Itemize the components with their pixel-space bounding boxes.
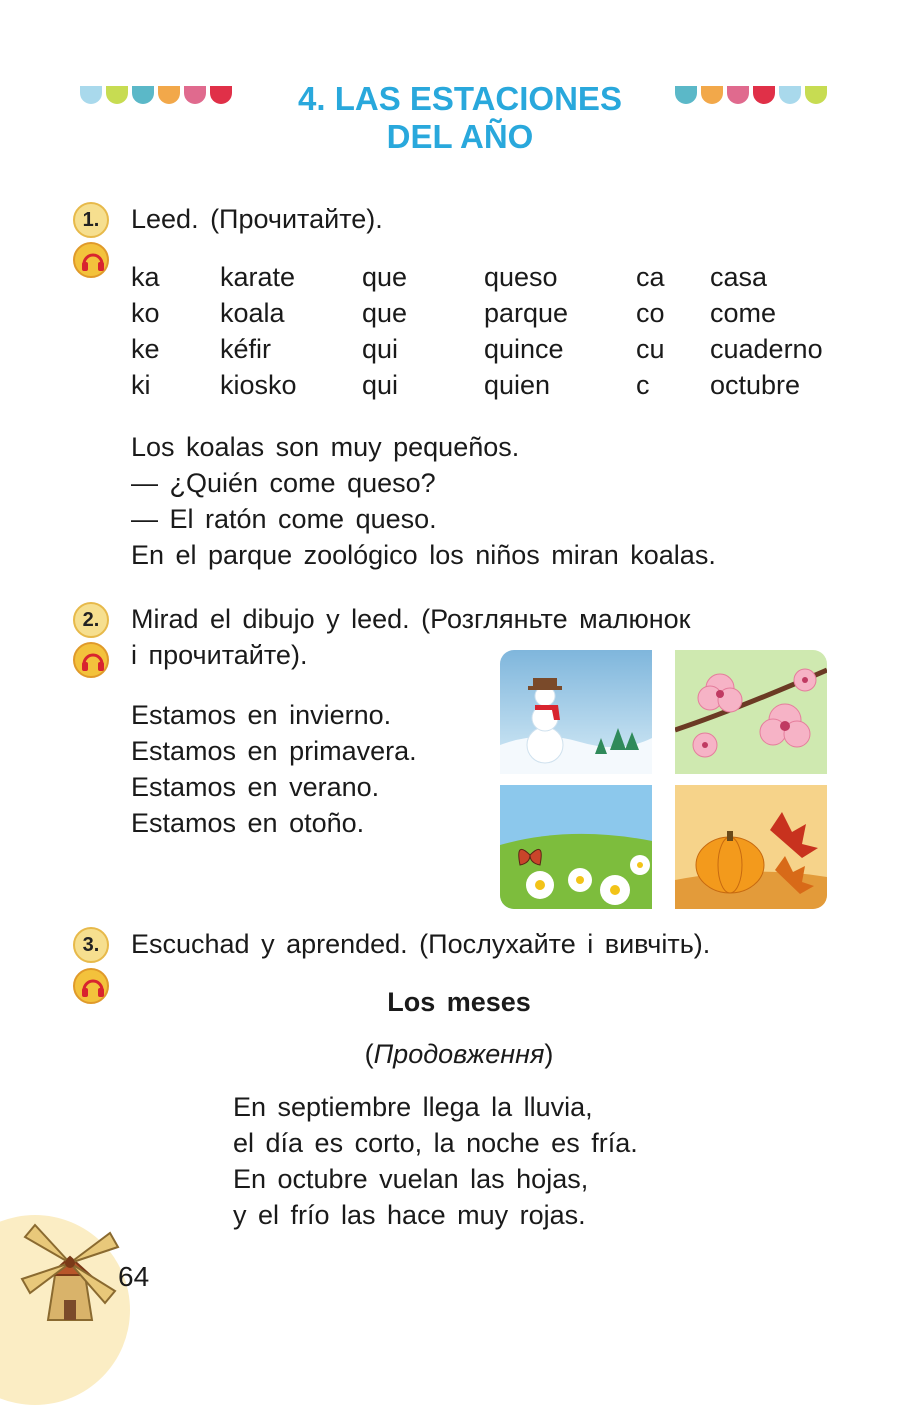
- syllable-cell: quince: [484, 334, 564, 364]
- instruction-line: і прочитайте).: [131, 640, 308, 670]
- poem-subtitle-paren-close: ): [544, 1039, 554, 1069]
- sentence: — ¿Quién come queso?: [131, 468, 436, 498]
- sentence: Los koalas son muy pequeños.: [131, 432, 520, 462]
- syllable-table: [131, 259, 851, 403]
- page-title-line2: DEL AÑO: [386, 118, 534, 155]
- exercise-3-badge: 3.: [73, 927, 109, 963]
- header-dot: [158, 86, 180, 104]
- syllable-cell: karate: [220, 262, 296, 292]
- syllable-cell: ki: [131, 370, 151, 400]
- header-dot: [106, 86, 128, 104]
- syllable-cell: qui: [362, 334, 399, 364]
- winter-picture: [500, 650, 652, 774]
- sentence: Estamos en otoño.: [131, 808, 365, 838]
- header-dot: [210, 86, 232, 104]
- header-dot: [701, 86, 723, 104]
- syllable-cell: koala: [220, 298, 285, 328]
- syllable-cell: cuaderno: [710, 334, 823, 364]
- syllable-row: [131, 367, 851, 403]
- header-dots-left: [80, 86, 232, 104]
- syllable-cell: c: [636, 370, 650, 400]
- syllable-cell: ke: [131, 334, 160, 364]
- page-title-line1: 4. LAS ESTACIONES: [298, 80, 622, 117]
- header-dot: [675, 86, 697, 104]
- sentence: Estamos en primavera.: [131, 736, 417, 766]
- syllable-cell: octubre: [710, 370, 801, 400]
- syllable-cell: ko: [131, 298, 160, 328]
- summer-picture: [500, 785, 652, 909]
- syllable-cell: come: [710, 298, 777, 328]
- poem-line: el día es corto, la noche es fría.: [233, 1128, 638, 1158]
- syllable-cell: cu: [636, 334, 665, 364]
- header-dot: [753, 86, 775, 104]
- syllable-cell: que: [362, 298, 408, 328]
- page-number: 64: [118, 1261, 150, 1292]
- spring-picture: [675, 650, 827, 774]
- header-dot: [805, 86, 827, 104]
- syllable-cell: queso: [484, 262, 558, 292]
- poem-title: Los meses: [387, 987, 531, 1017]
- syllable-cell: casa: [710, 262, 768, 292]
- autumn-picture: [675, 785, 827, 909]
- header-dots-right: [675, 86, 827, 104]
- exercise-1-badge: 1.: [73, 202, 109, 238]
- syllable-cell: qui: [362, 370, 399, 400]
- page-title: [270, 80, 650, 156]
- syllable-cell: kiosko: [220, 370, 297, 400]
- poem-line: y el frío las hace muy rojas.: [233, 1200, 586, 1230]
- header-dot: [132, 86, 154, 104]
- headphones-icon[interactable]: [73, 242, 109, 278]
- poem-line: En septiembre llega la lluvia,: [233, 1092, 593, 1122]
- syllable-cell: kéfir: [220, 334, 272, 364]
- sentence: En el parque zoológico los niños miran koalas.: [131, 540, 716, 570]
- syllable-cell: parque: [484, 298, 569, 328]
- syllable-cell: ca: [636, 262, 665, 292]
- exercise-1-sentences: [131, 429, 716, 573]
- headphones-icon[interactable]: [73, 642, 109, 678]
- syllable-cell: co: [636, 298, 665, 328]
- poem-subtitle: [0, 1036, 918, 1072]
- header-dot: [727, 86, 749, 104]
- poem-line: En octubre vuelan las hojas,: [233, 1164, 589, 1194]
- header-dot: [80, 86, 102, 104]
- sentence: — El ratón come queso.: [131, 504, 437, 534]
- syllable-row: [131, 331, 851, 367]
- exercise-1-instruction: Leed. (Прочитайте).: [131, 204, 383, 234]
- sentence: Estamos en verano.: [131, 772, 380, 802]
- exercise-3-instruction: Escuchad y aprended. (Послухайте і вивчіть).: [131, 929, 711, 959]
- syllable-cell: que: [362, 262, 408, 292]
- sentence: Estamos en invierno.: [131, 700, 392, 730]
- syllable-cell: ka: [131, 262, 160, 292]
- instruction-line: Mirad el dibujo y leed. (Розгляньте малюнок: [131, 604, 691, 634]
- poem-body: [233, 1089, 638, 1233]
- exercise-2-sentences: [131, 697, 417, 841]
- syllable-cell: quien: [484, 370, 551, 400]
- syllable-row: [131, 259, 851, 295]
- header-dot: [779, 86, 801, 104]
- exercise-2-badge: 2.: [73, 602, 109, 638]
- header-dot: [184, 86, 206, 104]
- poem-subtitle-paren-open: (: [364, 1039, 374, 1069]
- syllable-row: [131, 295, 851, 331]
- windmill-icon: [10, 1215, 130, 1325]
- poem-subtitle-text: Продовження: [373, 1039, 545, 1069]
